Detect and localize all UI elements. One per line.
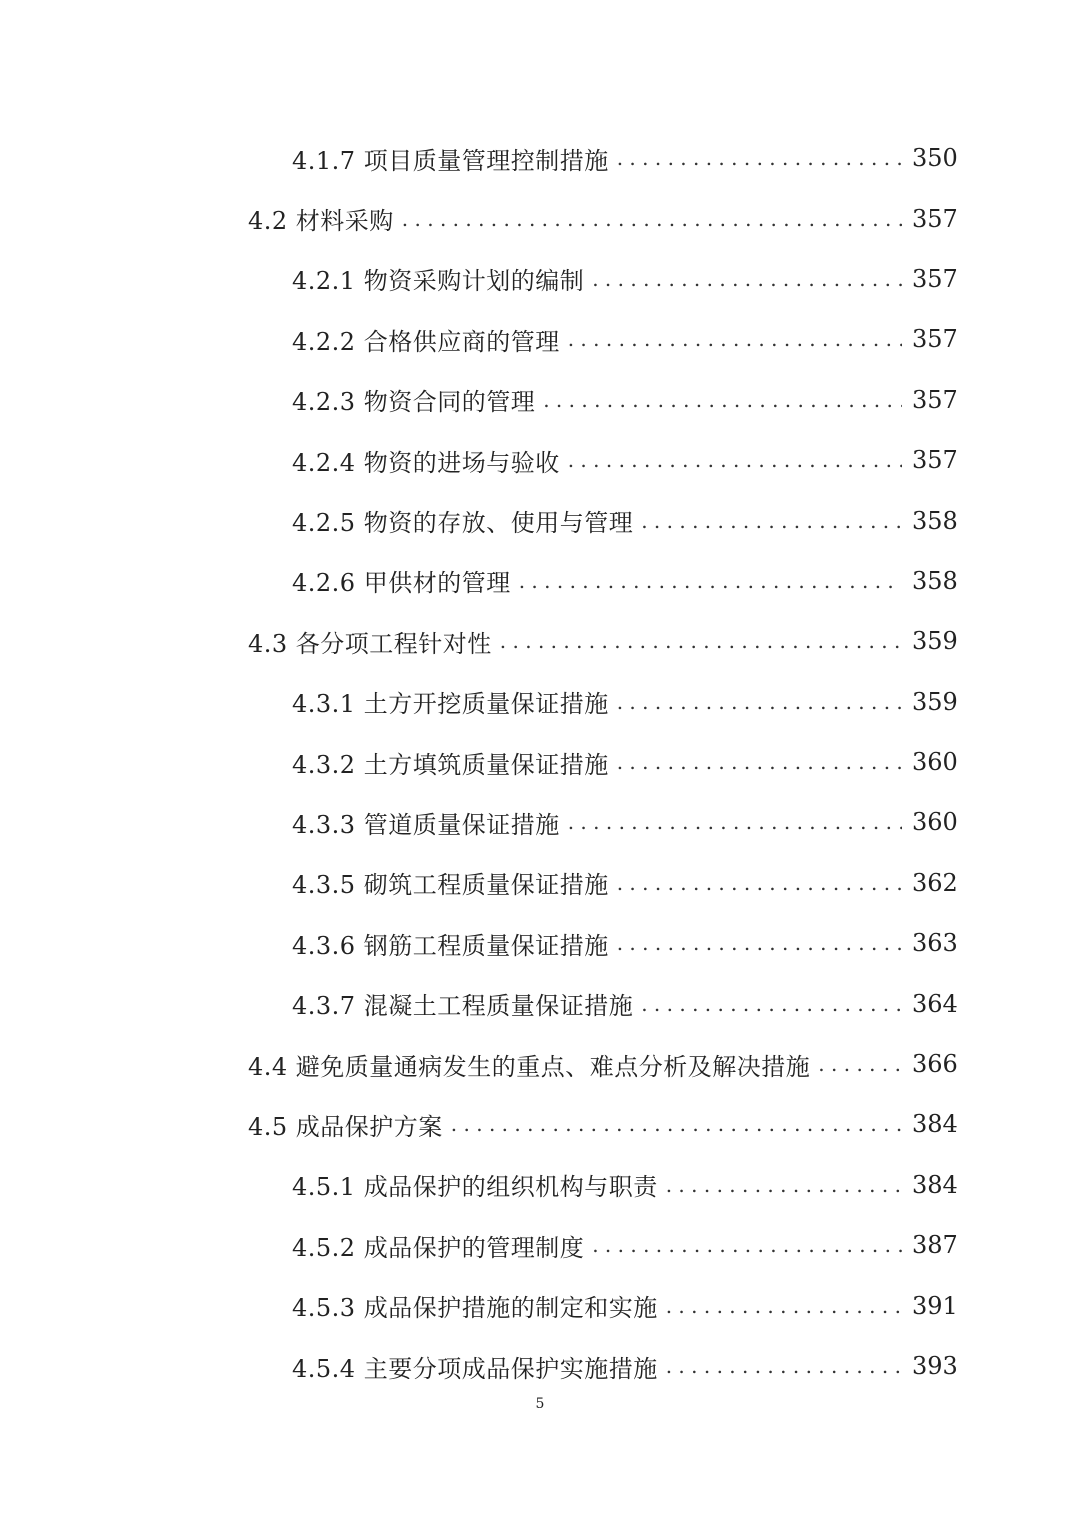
toc-entry-page-number: 364 — [912, 989, 958, 1018]
toc-entry-page-number: 366 — [912, 1050, 958, 1079]
toc-entry-page-number: 358 — [912, 566, 958, 595]
toc-entry-title: 4.2 材料采购 — [248, 207, 394, 236]
toc-entry-page-number: 393 — [912, 1352, 958, 1380]
toc-leader-dots — [402, 207, 902, 231]
toc-entry[interactable] — [0, 1336, 1080, 1396]
toc-leader-dots — [617, 146, 902, 170]
toc-entry-page-number: 359 — [912, 687, 958, 716]
toc-leader-dots — [666, 1294, 902, 1318]
toc-entry[interactable] — [0, 853, 1080, 913]
table-of-contents — [0, 128, 1080, 1396]
toc-entry-title: 4.5.2 成品保护的管理制度 — [292, 1233, 585, 1262]
toc-entry-page-number: 357 — [912, 264, 958, 293]
toc-entry-title: 4.2.2 合格供应商的管理 — [292, 327, 560, 356]
toc-entry[interactable] — [0, 551, 1080, 611]
toc-leader-dots — [641, 509, 902, 533]
toc-entry[interactable] — [0, 309, 1080, 369]
toc-entry[interactable] — [0, 370, 1080, 430]
toc-leader-dots — [543, 388, 902, 412]
toc-entry-title: 4.2.4 物资的进场与验收 — [292, 448, 560, 477]
toc-leader-dots — [592, 1233, 902, 1257]
toc-leader-dots — [592, 267, 902, 291]
toc-entry[interactable] — [0, 1094, 1080, 1154]
toc-entry-page-number: 357 — [912, 204, 958, 233]
toc-leader-dots — [500, 629, 902, 653]
toc-entry[interactable] — [0, 973, 1080, 1033]
toc-entry-page-number: 357 — [912, 325, 958, 354]
toc-leader-dots — [568, 448, 902, 472]
toc-entry[interactable] — [0, 490, 1080, 550]
toc-entry-title: 4.5.3 成品保护措施的制定和实施 — [292, 1294, 658, 1323]
toc-entry-page-number: 357 — [912, 385, 958, 414]
toc-entry[interactable] — [0, 1275, 1080, 1335]
toc-entry-title: 4.3.6 钢筋工程质量保证措施 — [292, 931, 609, 960]
toc-entry-title: 4.5.1 成品保护的组织机构与职责 — [292, 1173, 658, 1202]
toc-entry[interactable] — [0, 1034, 1080, 1094]
toc-entry[interactable] — [0, 249, 1080, 309]
toc-entry-title: 4.3 各分项工程针对性 — [248, 629, 492, 658]
toc-entry-title: 4.2.5 物资的存放、使用与管理 — [292, 509, 634, 538]
toc-entry[interactable] — [0, 611, 1080, 671]
toc-leader-dots — [818, 1052, 902, 1076]
toc-entry-page-number: 360 — [912, 808, 958, 837]
toc-leader-dots — [568, 327, 902, 351]
toc-entry-title: 4.3.2 土方填筑质量保证措施 — [292, 750, 609, 779]
toc-entry-title: 4.3.7 混凝土工程质量保证措施 — [292, 992, 634, 1021]
toc-entry[interactable] — [0, 913, 1080, 973]
toc-leader-dots — [617, 871, 902, 895]
toc-entry-page-number: 387 — [912, 1231, 958, 1260]
toc-entry-title: 4.3.5 砌筑工程质量保证措施 — [292, 871, 609, 900]
toc-entry[interactable] — [0, 188, 1080, 248]
toc-entry-title: 4.5.4 主要分项成品保护实施措施 — [292, 1354, 658, 1383]
toc-entry-title: 4.3.1 土方开挖质量保证措施 — [292, 690, 609, 719]
toc-entry-title: 4.4 避免质量通病发生的重点、难点分析及解决措施 — [248, 1052, 811, 1081]
toc-entry-page-number: 363 — [912, 929, 958, 958]
toc-entry-title: 4.5 成品保护方案 — [248, 1112, 443, 1141]
toc-entry-page-number: 360 — [912, 748, 958, 777]
toc-leader-dots — [617, 750, 902, 774]
toc-leader-dots — [519, 569, 902, 593]
toc-entry-page-number: 359 — [912, 627, 958, 656]
toc-leader-dots — [641, 992, 902, 1016]
toc-entry[interactable] — [0, 1155, 1080, 1215]
toc-entry[interactable] — [0, 128, 1080, 188]
toc-entry-title: 4.2.6 甲供材的管理 — [292, 569, 511, 598]
toc-entry-page-number: 362 — [912, 868, 958, 897]
toc-leader-dots — [451, 1112, 902, 1136]
toc-entry-page-number: 357 — [912, 446, 958, 475]
toc-entry-title: 4.1.7 项目质量管理控制措施 — [292, 146, 609, 175]
toc-entry[interactable] — [0, 672, 1080, 732]
toc-leader-dots — [617, 690, 902, 714]
toc-entry-page-number: 391 — [912, 1291, 958, 1320]
toc-entry-page-number: 384 — [912, 1110, 958, 1139]
toc-entry-page-number: 384 — [912, 1170, 958, 1199]
toc-leader-dots — [666, 1354, 902, 1378]
toc-entry-page-number: 350 — [912, 144, 958, 173]
toc-entry-page-number: 358 — [912, 506, 958, 535]
page-number: 5 — [535, 1396, 545, 1412]
toc-entry-title: 4.2.3 物资合同的管理 — [292, 388, 536, 417]
toc-entry[interactable] — [0, 1215, 1080, 1275]
toc-leader-dots — [617, 931, 902, 955]
toc-entry[interactable] — [0, 430, 1080, 490]
toc-entry[interactable] — [0, 792, 1080, 852]
toc-leader-dots — [666, 1173, 902, 1197]
toc-entry-title: 4.2.1 物资采购计划的编制 — [292, 267, 585, 296]
toc-entry[interactable] — [0, 732, 1080, 792]
toc-entry-title: 4.3.3 管道质量保证措施 — [292, 810, 560, 839]
toc-leader-dots — [568, 810, 902, 834]
